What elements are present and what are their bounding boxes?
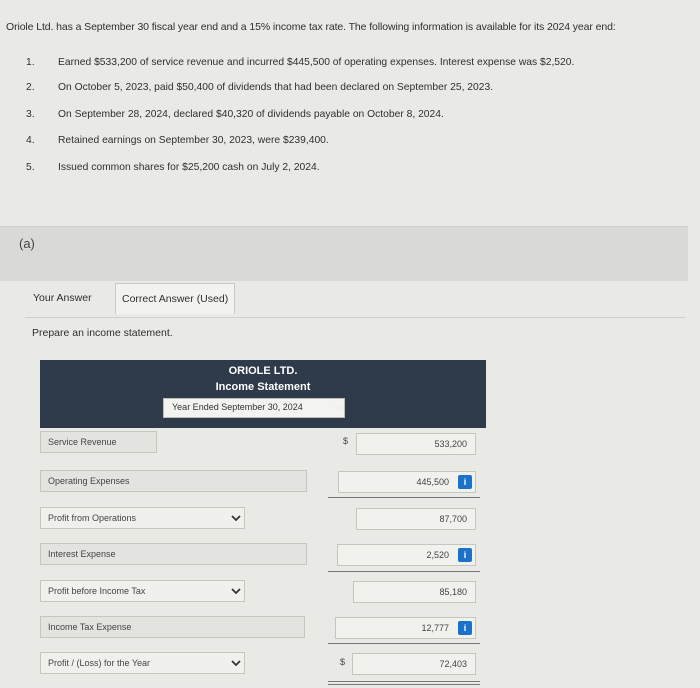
problem-intro: Oriole Ltd. has a September 30 fiscal year end and a 15% income tax rate. The following information is available for its 2024 year end: xyxy=(6,21,616,33)
info-icon[interactable]: i xyxy=(458,621,472,635)
total-double-underline xyxy=(328,681,480,682)
amount-profit-for-the-year[interactable]: 72,403 xyxy=(352,653,476,675)
item-number: 4. xyxy=(26,135,35,146)
tab-your-answer[interactable]: Your Answer xyxy=(33,292,92,304)
subtotal-line xyxy=(328,497,480,498)
amount-income-tax-expense[interactable]: 12,777 xyxy=(335,617,476,639)
item-number: 5. xyxy=(26,162,35,173)
row-label-operating-expenses[interactable]: Operating Expenses xyxy=(40,470,307,492)
part-label: (a) xyxy=(19,236,35,251)
amount-operating-expenses[interactable]: 445,500 xyxy=(338,471,476,493)
row-label-income-tax-expense[interactable]: Income Tax Expense xyxy=(40,616,305,638)
subtotal-line xyxy=(328,643,480,644)
row-label-service-revenue[interactable]: Service Revenue xyxy=(40,431,157,453)
total-double-underline xyxy=(328,684,480,685)
amount-interest-expense[interactable]: 2,520 xyxy=(337,544,476,566)
chevron-down-icon[interactable] xyxy=(333,402,345,414)
currency-symbol: $ xyxy=(343,436,349,446)
chevron-down-icon[interactable] xyxy=(230,657,242,669)
task-prompt: Prepare an income statement. xyxy=(32,327,173,339)
item-text: Retained earnings on September 30, 2023, were $239,400. xyxy=(58,135,329,146)
row-label-interest-expense[interactable]: Interest Expense xyxy=(40,543,307,565)
chevron-down-icon[interactable] xyxy=(230,512,242,524)
part-header-bar xyxy=(0,226,688,281)
item-number: 2. xyxy=(26,82,35,93)
chevron-down-icon[interactable] xyxy=(230,585,242,597)
period-value: Year Ended September 30, 2024 xyxy=(172,402,303,412)
item-text: Earned $533,200 of service revenue and incurred $445,500 of operating expenses. Interest expense was $2,520. xyxy=(58,57,575,68)
amount-service-revenue[interactable]: 533,200 xyxy=(356,433,476,455)
answer-tabs xyxy=(25,283,685,318)
item-text: On October 5, 2023, paid $50,400 of dividends that had been declared on September 25, 2023. xyxy=(58,82,494,93)
row-label-profit-for-the-year[interactable]: Profit / (Loss) for the Year xyxy=(40,652,245,674)
row-label-profit-from-operations[interactable]: Profit from Operations xyxy=(40,507,245,529)
amount-profit-from-operations[interactable]: 87,700 xyxy=(356,508,476,530)
item-text: On September 28, 2024, declared $40,320 of dividends payable on October 8, 2024. xyxy=(58,109,444,120)
subtotal-line xyxy=(328,571,480,572)
period-select[interactable] xyxy=(163,398,345,418)
statement-title: Income Statement xyxy=(215,381,311,393)
info-icon[interactable]: i xyxy=(458,475,472,489)
item-number: 1. xyxy=(26,57,35,68)
amount-profit-before-income-tax[interactable]: 85,180 xyxy=(353,581,476,603)
tab-correct-answer[interactable]: Correct Answer (Used) xyxy=(115,283,235,314)
item-text: Issued common shares for $25,200 cash on July 2, 2024. xyxy=(58,162,320,173)
company-name: ORIOLE LTD. xyxy=(228,365,298,377)
info-icon[interactable]: i xyxy=(458,548,472,562)
currency-symbol: $ xyxy=(340,657,346,667)
row-label-profit-before-income-tax[interactable]: Profit before Income Tax xyxy=(40,580,245,602)
item-number: 3. xyxy=(26,109,35,120)
